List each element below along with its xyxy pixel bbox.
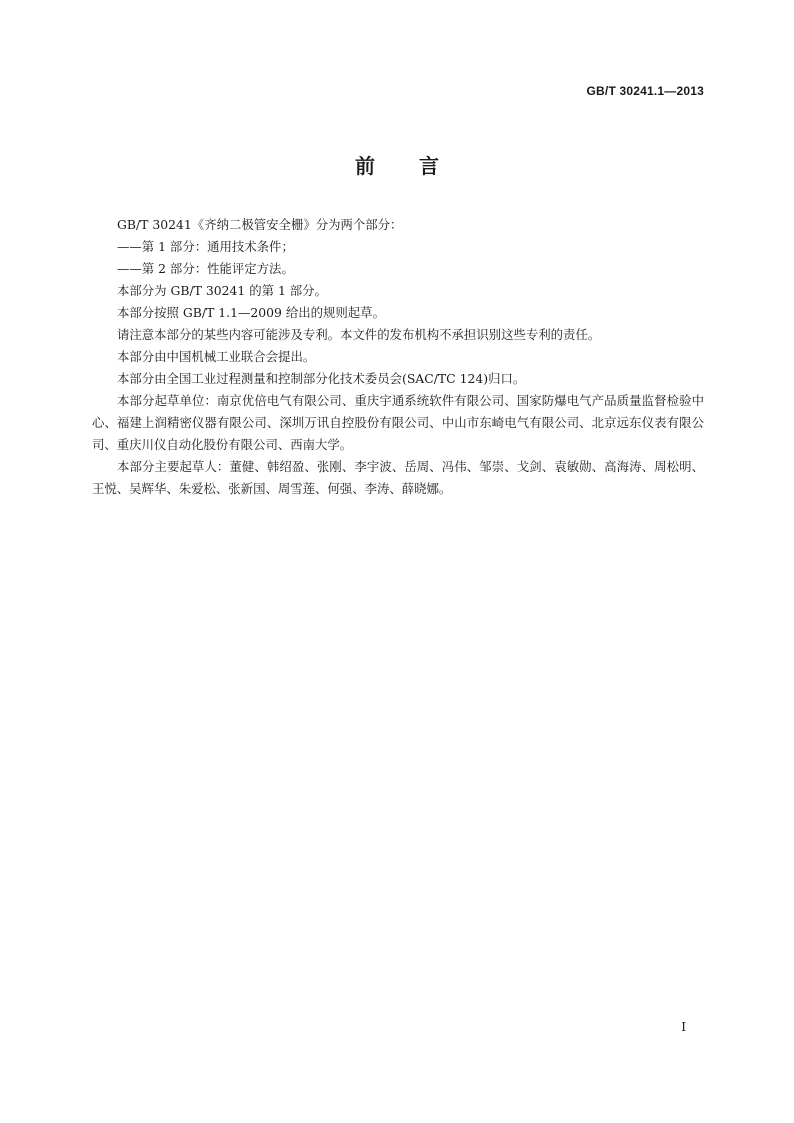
- page-title: [0, 150, 794, 179]
- paragraph-intro: GB/T 30241《齐纳二极管安全栅》分为两个部分：: [117, 217, 403, 232]
- paragraph-part-1: ——第 1 部分：通用技术条件；: [117, 239, 294, 254]
- page-number: I: [681, 1020, 686, 1034]
- paragraph-drafting-units: 本部分起草单位：南京优倍电气有限公司、重庆宇通系统软件有限公司、国家防爆电气产品质量监督检验中心、福建上润精密仪器有限公司、深圳万讯自控股份有限公司、中山市东崎电气有限公司、北京远东仪表有限公司、重庆川仪自动化股份有限公司、西南大学。: [92, 393, 704, 452]
- paragraph-drafters: 本部分主要起草人：董健、韩绍盈、张刚、李宇波、岳周、冯伟、邹崇、戈剑、袁敏勋、高海涛、周松明、王悦、吴辉华、朱爱松、张新国、周雪莲、何强、李涛、薛晓娜。: [92, 459, 704, 496]
- paragraph-proposed-by: 本部分由中国机械工业联合会提出。: [117, 349, 316, 364]
- title-char-1: 前: [355, 154, 375, 178]
- foreword-body: [92, 214, 704, 500]
- standard-number: GB/T 30241.1—2013: [586, 84, 704, 98]
- paragraph-part-2: ——第 2 部分：性能评定方法。: [117, 261, 294, 276]
- paragraph-this-part: 本部分为 GB/T 30241 的第 1 部分。: [117, 283, 327, 298]
- paragraph-patent-notice: 请注意本部分的某些内容可能涉及专利。本文件的发布机构不承担识别这些专利的责任。: [117, 327, 601, 342]
- paragraph-drafting-rules: 本部分按照 GB/T 1.1—2009 给出的规则起草。: [117, 305, 385, 320]
- paragraph-technical-committee: 本部分由全国工业过程测量和控制部分化技术委员会(SAC/TC 124)归口。: [117, 371, 526, 386]
- title-char-2: 言: [419, 154, 439, 178]
